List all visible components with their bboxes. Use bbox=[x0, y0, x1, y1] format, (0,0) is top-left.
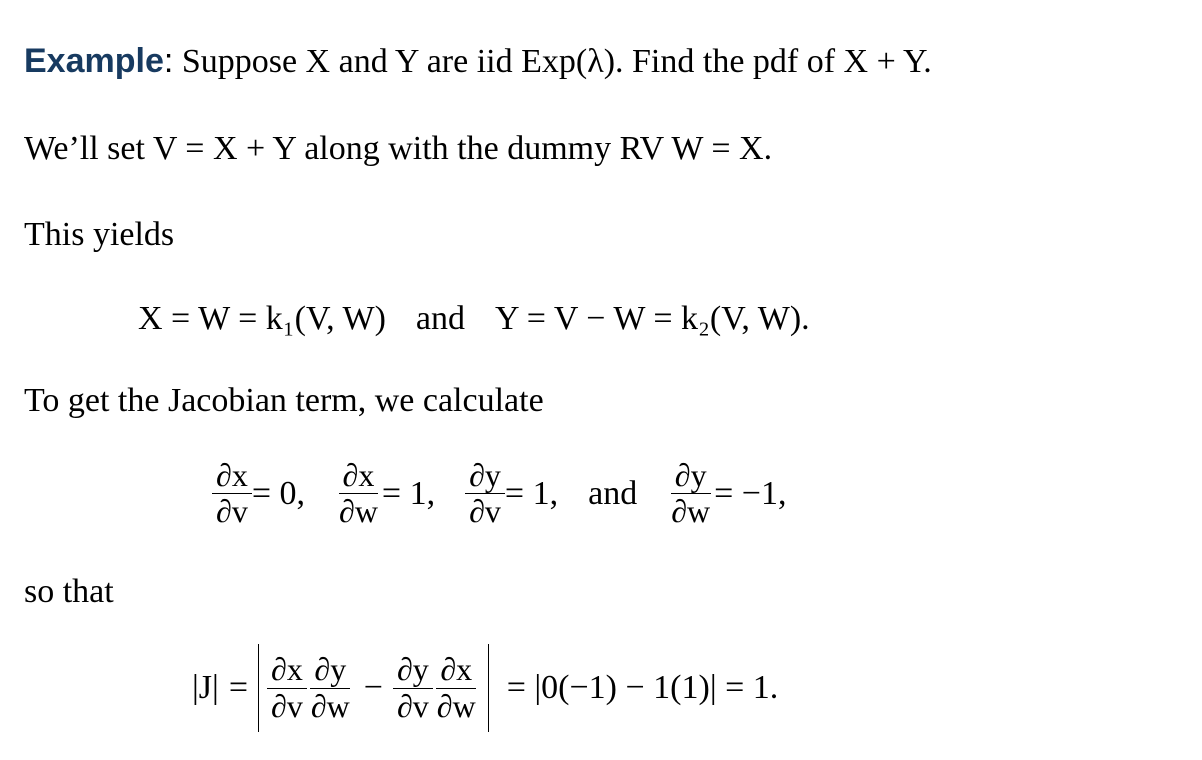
example-label: Example bbox=[24, 42, 164, 80]
partial-derivatives-row bbox=[212, 458, 786, 529]
partial-dy-dw-value: = −1, bbox=[714, 474, 787, 512]
jacobian-rhs: = |0(−1) − 1(1)| = 1. bbox=[506, 669, 779, 706]
yields-text: This yields bbox=[24, 216, 175, 253]
jacobian-equation: |J| = $\frac{\partial x}{\partial v}$ $\frac{\partial y}{\partial w}$ − $\frac{\partial y}{\partial v}$ $\frac{\partial x}{\partial w}$ = |0(−1) − 1(1)| = 1. bbox=[192, 644, 778, 732]
so-that-text: so that bbox=[24, 573, 114, 610]
partials-and: and bbox=[588, 474, 638, 512]
partial-dx-dw-value: = 1, bbox=[381, 474, 436, 512]
eq1-left: X = W = k₁(V, W) bbox=[138, 300, 386, 337]
jacobian-determinant: $\frac{\partial x}{\partial v}$ $\frac{\partial y}{\partial w}$ − $\frac{\partial y}{\partial v}$ $\frac{\partial x}{\partial w}$ bbox=[258, 644, 489, 732]
partial-dy-dw: $\frac{\partial y}{\partial w}$ bbox=[671, 457, 711, 530]
example-heading-line: Example: Suppose X and Y are iid Exp(λ). Find the pdf of X + Y. bbox=[24, 42, 932, 80]
setup-statement: We’ll set V = X + Y along with the dummy RV W = X. bbox=[24, 130, 773, 167]
partial-dy-dv: $\frac{\partial y}{\partial v}$ bbox=[465, 458, 505, 529]
partial-dx-dv-value: = 0, bbox=[251, 474, 305, 512]
partial-dx-dw: $\frac{\partial x}{\partial w}$ bbox=[339, 457, 378, 530]
inverse-transform-equation bbox=[138, 300, 810, 338]
problem-statement: Suppose X and Y are iid Exp(λ). Find the pdf of X + Y. bbox=[181, 43, 932, 80]
partial-dy-dv-value: = 1, bbox=[504, 474, 559, 512]
eq1-and: and bbox=[415, 300, 466, 337]
eq1-right: Y = V − W = k₂(V, W). bbox=[495, 300, 810, 337]
jacobian-lhs: |J| bbox=[192, 669, 219, 706]
jacobian-intro: To get the Jacobian term, we calculate bbox=[24, 382, 544, 419]
partial-dx-dv: $\frac{\partial x}{\partial v}$ bbox=[212, 458, 252, 529]
